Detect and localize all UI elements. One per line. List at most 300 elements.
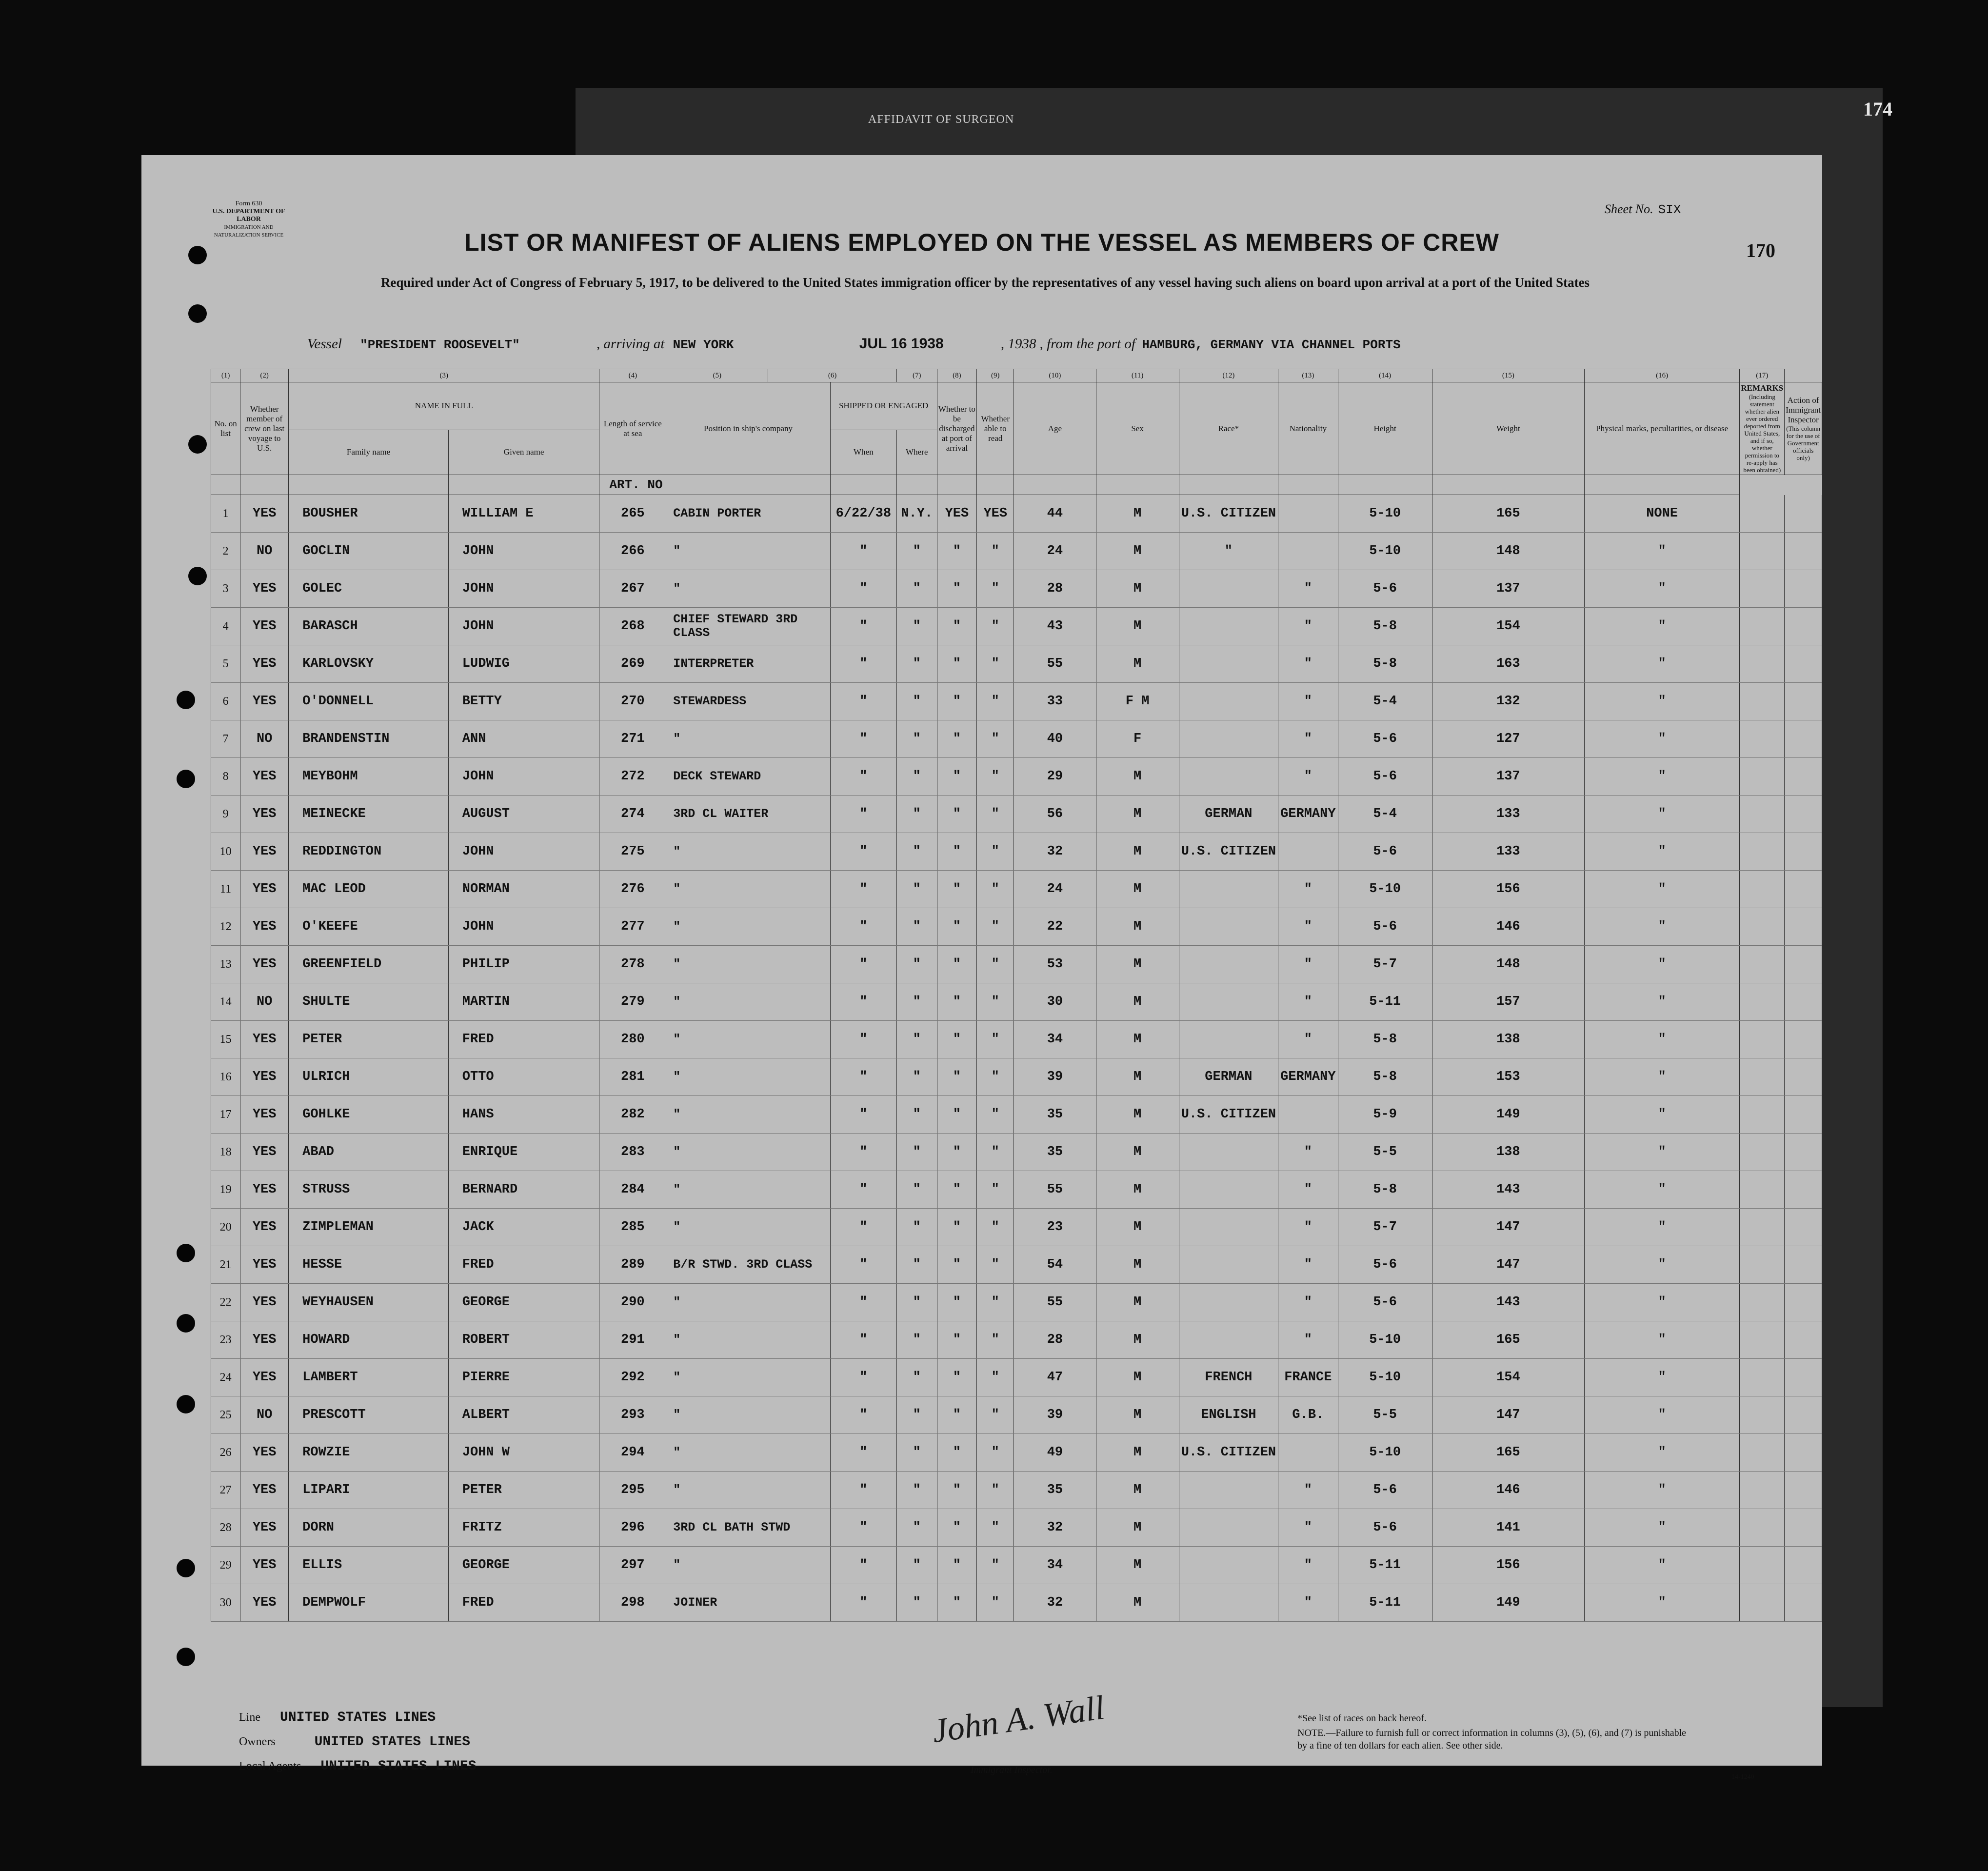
- position-cell: ": [666, 1134, 831, 1171]
- weight-cell: 156: [1432, 1547, 1584, 1584]
- remarks-cell: [1740, 1359, 1785, 1396]
- shipped-when-cell: 6/22/38: [830, 495, 896, 533]
- height-cell: 5-6: [1338, 758, 1432, 796]
- given-name-cell: ALBERT: [448, 1396, 599, 1434]
- signature-caption: Immigrant Inspector.: [971, 1765, 1053, 1775]
- able-to-read-cell: ": [977, 683, 1014, 720]
- year-label: , 1938: [1000, 336, 1036, 352]
- prior-voyage-cell: YES: [240, 608, 289, 645]
- row-number: 1: [211, 495, 240, 533]
- discharged-cell: ": [937, 1472, 977, 1509]
- discharged-cell: ": [937, 758, 977, 796]
- family-name-cell: ABAD: [289, 1134, 449, 1171]
- height-cell: 5-7: [1338, 1209, 1432, 1246]
- inspector-action-cell: [1785, 720, 1822, 758]
- age-cell: 23: [1014, 1209, 1096, 1246]
- inspector-action-cell: [1785, 495, 1822, 533]
- discharged-cell: ": [937, 1209, 977, 1246]
- given-name-cell: NORMAN: [448, 871, 599, 908]
- remarks-cell: [1740, 796, 1785, 833]
- header-able-to-read: Whether able to read: [977, 382, 1014, 475]
- position-cell: ": [666, 1209, 831, 1246]
- header-no-on-list: No. on list: [211, 382, 240, 475]
- family-name-cell: MEINECKE: [289, 796, 449, 833]
- service-number-cell: 285: [599, 1209, 666, 1246]
- position-cell: ": [666, 1321, 831, 1359]
- row-number: 6: [211, 683, 240, 720]
- race-cell: [1179, 1284, 1278, 1321]
- owners-value: UNITED STATES LINES: [314, 1734, 470, 1750]
- shipped-where-cell: ": [896, 645, 937, 683]
- weight-cell: 149: [1432, 1096, 1584, 1134]
- sex-cell: M: [1096, 1021, 1179, 1058]
- service-number-cell: 280: [599, 1021, 666, 1058]
- table-row: [211, 645, 1822, 683]
- date-stamp: JUL 16 1938: [859, 336, 944, 352]
- discharged-cell: ": [937, 1509, 977, 1547]
- punch-hole-icon: [177, 1314, 195, 1333]
- nationality-cell: ": [1278, 1021, 1338, 1058]
- nationality-cell: ": [1278, 1321, 1338, 1359]
- shipped-where-cell: ": [896, 683, 937, 720]
- sex-cell: M: [1096, 1509, 1179, 1547]
- race-cell: GERMAN: [1179, 796, 1278, 833]
- given-name-cell: LUDWIG: [448, 645, 599, 683]
- service-number-cell: 278: [599, 946, 666, 983]
- given-name-cell: JOHN: [448, 570, 599, 608]
- age-cell: 44: [1014, 495, 1096, 533]
- nationality-cell: [1278, 833, 1338, 871]
- prior-voyage-cell: YES: [240, 1359, 289, 1396]
- prior-voyage-cell: YES: [240, 1096, 289, 1134]
- able-to-read-cell: ": [977, 1134, 1014, 1171]
- weight-cell: 127: [1432, 720, 1584, 758]
- remarks-cell: [1740, 1509, 1785, 1547]
- prior-voyage-cell: YES: [240, 1321, 289, 1359]
- row-number: 29: [211, 1547, 240, 1584]
- punch-hole-icon: [177, 1395, 195, 1413]
- height-cell: 5-11: [1338, 983, 1432, 1021]
- colnum: (16): [1584, 369, 1739, 382]
- discharged-cell: ": [937, 683, 977, 720]
- shipped-when-cell: ": [830, 1134, 896, 1171]
- art-no-row: [211, 475, 1822, 495]
- sex-cell: M: [1096, 908, 1179, 946]
- action-title: Action of Immigrant Inspector: [1786, 396, 1821, 424]
- table-row: [211, 1509, 1822, 1547]
- page-number: 170: [1746, 239, 1775, 261]
- nationality-cell: ": [1278, 758, 1338, 796]
- shipped-when-cell: ": [830, 1171, 896, 1209]
- punch-hole-icon: [177, 691, 195, 709]
- race-cell: [1179, 645, 1278, 683]
- height-cell: 5-10: [1338, 1434, 1432, 1472]
- table-row: [211, 683, 1822, 720]
- position-cell: INTERPRETER: [666, 645, 831, 683]
- position-cell: ": [666, 1171, 831, 1209]
- line-value: UNITED STATES LINES: [279, 1710, 436, 1725]
- able-to-read-cell: ": [977, 1246, 1014, 1284]
- colnum: (11): [1096, 369, 1179, 382]
- sheet-number-label: Sheet No.: [1605, 202, 1653, 216]
- height-cell: 5-10: [1338, 495, 1432, 533]
- physical-marks-cell: ": [1584, 983, 1739, 1021]
- able-to-read-cell: ": [977, 1509, 1014, 1547]
- sex-cell: M: [1096, 833, 1179, 871]
- colnum: (5): [666, 369, 768, 382]
- inspector-action-cell: [1785, 758, 1822, 796]
- able-to-read-cell: ": [977, 946, 1014, 983]
- given-name-cell: GEORGE: [448, 1547, 599, 1584]
- family-name-cell: BARASCH: [289, 608, 449, 645]
- colnum: (13): [1278, 369, 1338, 382]
- age-cell: 47: [1014, 1359, 1096, 1396]
- physical-marks-cell: ": [1584, 758, 1739, 796]
- prior-voyage-cell: YES: [240, 645, 289, 683]
- weight-cell: 137: [1432, 570, 1584, 608]
- header-race: Race*: [1179, 382, 1278, 475]
- header-when: When: [830, 430, 896, 475]
- position-cell: 3RD CL BATH STWD: [666, 1509, 831, 1547]
- able-to-read-cell: ": [977, 1359, 1014, 1396]
- sex-cell: M: [1096, 495, 1179, 533]
- colnum: (12): [1179, 369, 1278, 382]
- family-name-cell: PRESCOTT: [289, 1396, 449, 1434]
- prior-voyage-cell: YES: [240, 1284, 289, 1321]
- height-cell: 5-6: [1338, 833, 1432, 871]
- header-name-in-full: NAME IN FULL: [289, 382, 599, 430]
- age-cell: 28: [1014, 570, 1096, 608]
- race-cell: [1179, 758, 1278, 796]
- service-number-cell: 276: [599, 871, 666, 908]
- punch-hole-icon: [177, 770, 195, 788]
- family-name-cell: LIPARI: [289, 1472, 449, 1509]
- weight-cell: 132: [1432, 683, 1584, 720]
- weight-cell: 146: [1432, 1472, 1584, 1509]
- physical-marks-cell: ": [1584, 871, 1739, 908]
- able-to-read-cell: ": [977, 796, 1014, 833]
- remarks-cell: [1740, 1246, 1785, 1284]
- discharged-cell: ": [937, 1058, 977, 1096]
- voyage-line: [307, 336, 1401, 352]
- colnum: (1): [211, 369, 240, 382]
- height-cell: 5-8: [1338, 608, 1432, 645]
- table-row: [211, 495, 1822, 533]
- inspector-action-cell: [1785, 608, 1822, 645]
- inspector-action-cell: [1785, 833, 1822, 871]
- inspector-action-cell: [1785, 1359, 1822, 1396]
- race-cell: [1179, 1134, 1278, 1171]
- discharged-cell: ": [937, 1021, 977, 1058]
- race-cell: GERMAN: [1179, 1058, 1278, 1096]
- physical-marks-cell: ": [1584, 1171, 1739, 1209]
- shipped-where-cell: ": [896, 570, 937, 608]
- age-cell: 55: [1014, 1284, 1096, 1321]
- weight-cell: 149: [1432, 1584, 1584, 1622]
- race-cell: U.S. CITIZEN: [1179, 833, 1278, 871]
- position-cell: ": [666, 871, 831, 908]
- given-name-cell: ROBERT: [448, 1321, 599, 1359]
- race-cell: [1179, 1246, 1278, 1284]
- service-number-cell: 265: [599, 495, 666, 533]
- service-number-cell: 294: [599, 1434, 666, 1472]
- prior-voyage-cell: YES: [240, 1434, 289, 1472]
- header-remarks: [1740, 382, 1785, 475]
- able-to-read-cell: ": [977, 833, 1014, 871]
- age-cell: 56: [1014, 796, 1096, 833]
- table-row: [211, 796, 1822, 833]
- header-row: [211, 382, 1822, 430]
- header-given-name: Given name: [448, 430, 599, 475]
- physical-marks-cell: ": [1584, 608, 1739, 645]
- punch-hole-icon: [188, 435, 207, 454]
- table-row: [211, 1134, 1822, 1171]
- remarks-cell: [1740, 833, 1785, 871]
- race-cell: [1179, 1472, 1278, 1509]
- shipped-where-cell: ": [896, 796, 937, 833]
- physical-marks-cell: ": [1584, 1284, 1739, 1321]
- shipped-when-cell: ": [830, 1359, 896, 1396]
- departure-port: HAMBURG, GERMANY VIA CHANNEL PORTS: [1142, 338, 1401, 352]
- form-number: Form 630: [235, 200, 262, 207]
- from-port-label: , from the port of: [1039, 336, 1135, 352]
- header-family-name: Family name: [289, 430, 449, 475]
- row-number: 15: [211, 1021, 240, 1058]
- service-number-cell: 270: [599, 683, 666, 720]
- discharged-cell: ": [937, 1321, 977, 1359]
- height-cell: 5-10: [1338, 871, 1432, 908]
- shipped-when-cell: ": [830, 608, 896, 645]
- physical-marks-cell: ": [1584, 1321, 1739, 1359]
- sex-cell: M: [1096, 570, 1179, 608]
- height-cell: 5-6: [1338, 720, 1432, 758]
- agents-value: UNITED STATES LINES: [320, 1759, 477, 1774]
- row-number: 4: [211, 608, 240, 645]
- service-number-cell: 290: [599, 1284, 666, 1321]
- race-cell: [1179, 1509, 1278, 1547]
- sex-cell: M: [1096, 1096, 1179, 1134]
- sex-cell: M: [1096, 946, 1179, 983]
- position-cell: ": [666, 908, 831, 946]
- age-cell: 49: [1014, 1434, 1096, 1472]
- nationality-cell: ": [1278, 570, 1338, 608]
- family-name-cell: REDDINGTON: [289, 833, 449, 871]
- given-name-cell: FRED: [448, 1021, 599, 1058]
- colnum: (14): [1338, 369, 1432, 382]
- family-name-cell: GOHLKE: [289, 1096, 449, 1134]
- sex-cell: M: [1096, 1359, 1179, 1396]
- arriving-label: , arriving at: [596, 336, 665, 352]
- height-cell: 5-8: [1338, 645, 1432, 683]
- remarks-cell: [1740, 608, 1785, 645]
- given-name-cell: JOHN: [448, 908, 599, 946]
- family-name-cell: MEYBOHM: [289, 758, 449, 796]
- shipped-where-cell: ": [896, 1021, 937, 1058]
- weight-cell: 133: [1432, 833, 1584, 871]
- row-number: 27: [211, 1472, 240, 1509]
- race-cell: FRENCH: [1179, 1359, 1278, 1396]
- shipped-where-cell: ": [896, 758, 937, 796]
- shipped-where-cell: ": [896, 946, 937, 983]
- age-cell: 32: [1014, 1584, 1096, 1622]
- shipped-where-cell: ": [896, 1434, 937, 1472]
- colnum: (15): [1432, 369, 1584, 382]
- inspector-action-cell: [1785, 533, 1822, 570]
- race-cell: [1179, 683, 1278, 720]
- form-title: LIST OR MANIFEST OF ALIENS EMPLOYED ON THE VESSEL AS MEMBERS OF CREW: [464, 229, 1499, 256]
- sex-cell: F M: [1096, 683, 1179, 720]
- remarks-cell: [1740, 908, 1785, 946]
- remarks-cell: [1740, 1584, 1785, 1622]
- shipped-where-cell: ": [896, 1134, 937, 1171]
- remarks-cell: [1740, 946, 1785, 983]
- colnum: (17): [1740, 369, 1785, 382]
- remarks-cell: [1740, 1472, 1785, 1509]
- remarks-cell: [1740, 720, 1785, 758]
- race-cell: [1179, 720, 1278, 758]
- physical-marks-cell: ": [1584, 1509, 1739, 1547]
- age-cell: 43: [1014, 608, 1096, 645]
- sex-cell: M: [1096, 1396, 1179, 1434]
- remarks-cell: [1740, 1209, 1785, 1246]
- inspector-action-cell: [1785, 908, 1822, 946]
- nationality-cell: ": [1278, 720, 1338, 758]
- shipped-where-cell: ": [896, 720, 937, 758]
- back-sheet-label: AFFIDAVIT OF SURGEON: [868, 113, 1014, 126]
- shipped-when-cell: ": [830, 1246, 896, 1284]
- service-number-cell: 272: [599, 758, 666, 796]
- header-position: Position in ship's company: [666, 382, 831, 475]
- header-prior-voyage: Whether member of crew on last voyage to U.S.: [240, 382, 289, 475]
- given-name-cell: BETTY: [448, 683, 599, 720]
- table-row: [211, 983, 1822, 1021]
- nationality-cell: ": [1278, 908, 1338, 946]
- shipped-when-cell: ": [830, 1434, 896, 1472]
- service-number-cell: 292: [599, 1359, 666, 1396]
- shipped-where-cell: ": [896, 608, 937, 645]
- able-to-read-cell: ": [977, 1284, 1014, 1321]
- weight-cell: 154: [1432, 1359, 1584, 1396]
- position-cell: DECK STEWARD: [666, 758, 831, 796]
- height-cell: 5-11: [1338, 1547, 1432, 1584]
- shipped-when-cell: ": [830, 683, 896, 720]
- family-name-cell: STRUSS: [289, 1171, 449, 1209]
- manifest-sheet: [141, 155, 1822, 1781]
- races-note: *See list of races on back hereof.: [1297, 1713, 1427, 1724]
- shipped-when-cell: ": [830, 1584, 896, 1622]
- colnum: (6): [768, 369, 896, 382]
- inspector-action-cell: [1785, 1171, 1822, 1209]
- race-cell: [1179, 908, 1278, 946]
- given-name-cell: FRITZ: [448, 1509, 599, 1547]
- row-number: 23: [211, 1321, 240, 1359]
- given-name-cell: GEORGE: [448, 1284, 599, 1321]
- prior-voyage-cell: NO: [240, 1396, 289, 1434]
- nationality-cell: ": [1278, 645, 1338, 683]
- race-cell: [1179, 1021, 1278, 1058]
- prior-voyage-cell: YES: [240, 871, 289, 908]
- service-number-cell: 267: [599, 570, 666, 608]
- position-cell: B/R STWD. 3RD CLASS: [666, 1246, 831, 1284]
- nationality-cell: ": [1278, 1284, 1338, 1321]
- physical-marks-cell: ": [1584, 683, 1739, 720]
- table-row: [211, 1472, 1822, 1509]
- able-to-read-cell: ": [977, 533, 1014, 570]
- remarks-cell: [1740, 1021, 1785, 1058]
- discharged-cell: ": [937, 1434, 977, 1472]
- service-number-cell: 282: [599, 1096, 666, 1134]
- height-cell: 5-6: [1338, 1472, 1432, 1509]
- able-to-read-cell: ": [977, 1021, 1014, 1058]
- discharged-cell: ": [937, 1246, 977, 1284]
- age-cell: 22: [1014, 908, 1096, 946]
- shipped-where-cell: ": [896, 1096, 937, 1134]
- sex-cell: M: [1096, 1321, 1179, 1359]
- age-cell: 30: [1014, 983, 1096, 1021]
- race-cell: [1179, 871, 1278, 908]
- physical-marks-cell: ": [1584, 1058, 1739, 1096]
- row-number: 9: [211, 796, 240, 833]
- position-cell: ": [666, 1058, 831, 1096]
- nationality-cell: ": [1278, 683, 1338, 720]
- race-cell: [1179, 608, 1278, 645]
- sex-cell: M: [1096, 758, 1179, 796]
- service-number-cell: 289: [599, 1246, 666, 1284]
- shipped-where-cell: ": [896, 1246, 937, 1284]
- sex-cell: M: [1096, 1472, 1179, 1509]
- given-name-cell: JOHN: [448, 533, 599, 570]
- remarks-cell: [1740, 1096, 1785, 1134]
- weight-cell: 154: [1432, 608, 1584, 645]
- able-to-read-cell: ": [977, 1472, 1014, 1509]
- given-name-cell: BERNARD: [448, 1171, 599, 1209]
- header-weight: Weight: [1432, 382, 1584, 475]
- race-cell: [1179, 1321, 1278, 1359]
- nationality-cell: ": [1278, 1472, 1338, 1509]
- prior-voyage-cell: NO: [240, 983, 289, 1021]
- shipped-where-cell: N.Y.: [896, 495, 937, 533]
- height-cell: 5-6: [1338, 908, 1432, 946]
- nationality-cell: ": [1278, 1547, 1338, 1584]
- prior-voyage-cell: YES: [240, 1547, 289, 1584]
- shipped-where-cell: ": [896, 1284, 937, 1321]
- physical-marks-cell: ": [1584, 533, 1739, 570]
- discharged-cell: ": [937, 645, 977, 683]
- weight-cell: 141: [1432, 1509, 1584, 1547]
- height-cell: 5-6: [1338, 1246, 1432, 1284]
- age-cell: 29: [1014, 758, 1096, 796]
- position-cell: ": [666, 570, 831, 608]
- position-cell: ": [666, 1472, 831, 1509]
- table-row: [211, 871, 1822, 908]
- race-cell: [1179, 1171, 1278, 1209]
- sex-cell: M: [1096, 983, 1179, 1021]
- row-number: 30: [211, 1584, 240, 1622]
- height-cell: 5-11: [1338, 1584, 1432, 1622]
- weight-cell: 165: [1432, 495, 1584, 533]
- discharged-cell: ": [937, 1134, 977, 1171]
- nationality-cell: ": [1278, 1209, 1338, 1246]
- given-name-cell: PETER: [448, 1472, 599, 1509]
- row-number: 7: [211, 720, 240, 758]
- family-name-cell: LAMBERT: [289, 1359, 449, 1396]
- discharged-cell: ": [937, 1284, 977, 1321]
- service-number-cell: 279: [599, 983, 666, 1021]
- race-cell: [1179, 570, 1278, 608]
- remarks-cell: [1740, 683, 1785, 720]
- prior-voyage-cell: NO: [240, 533, 289, 570]
- physical-marks-cell: ": [1584, 1246, 1739, 1284]
